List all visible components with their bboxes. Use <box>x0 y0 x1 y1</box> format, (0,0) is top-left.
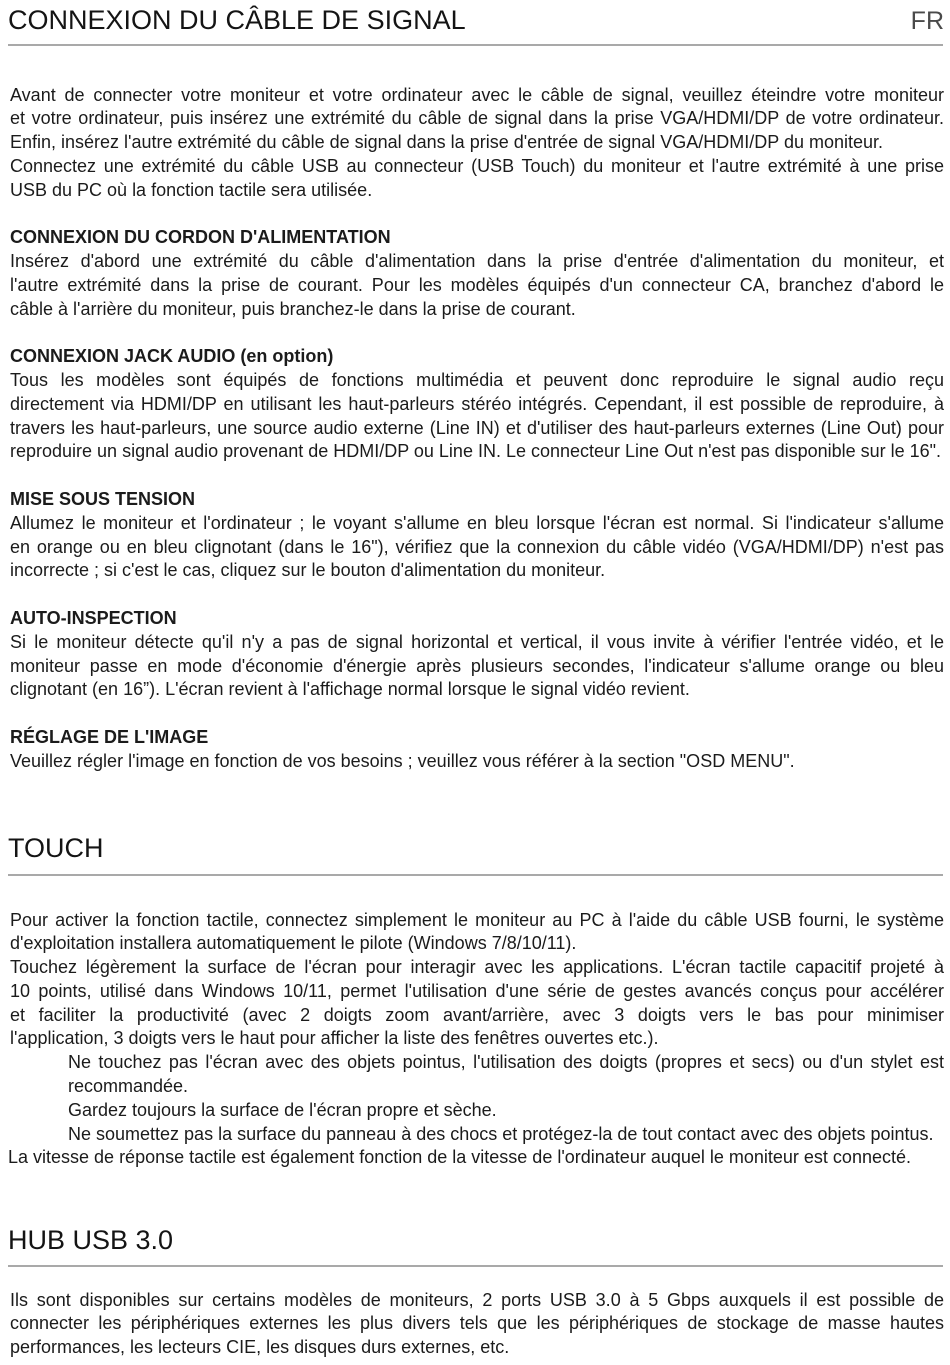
paragraph-line: connecter les périphériques externes les plus divers tels que les périphériques de stockage de masse hautes <box>10 1313 944 1334</box>
power-cord-subsection <box>10 226 944 321</box>
closing-line: La vitesse de réponse tactile est également fonction de la vitesse de l'ordinateur auquel le moniteur est connecté. <box>8 1147 911 1168</box>
paragraph-line: et faciliter la productivité (avec 2 doigts zoom avant/arrière, avec 3 doigts vers le bas pour minimiser <box>10 1004 944 1025</box>
recommendation-item <box>68 1123 944 1147</box>
page-title: CONNEXION DU CÂBLE DE SIGNAL <box>8 5 466 35</box>
paragraph-line: Enfin, insérez l'autre extrémité du câble de signal dans la prise d'entrée de signal VGA/HDMI/DP du moniteur. <box>10 132 883 153</box>
paragraph-line: Touchez légèrement la surface de l'écran pour interagir avec les applications. L'écran tactile capacitif projeté à <box>10 957 944 978</box>
paragraph-line: reproduire un signal audio provenant de HDMI/DP ou Line IN. Le connecteur Line Out n'est pas disponible sur le 16". <box>10 441 942 462</box>
section-heading: AUTO-INSPECTION <box>10 608 177 629</box>
paragraph-line: clignotant (en 16”). L'écran revient à l'affichage normal lorsque le signal vidéo revient. <box>10 679 690 700</box>
touch-section <box>10 909 944 1171</box>
paragraph-line: Pour activer la fonction tactile, connectez simplement le moniteur au PC à l'aide du câble USB fourni, le système <box>10 909 944 930</box>
paragraph-line: Connectez une extrémité du câble USB au connecteur (USB Touch) du moniteur et l'autre extrémité à une prise <box>10 155 944 176</box>
image-adjust-subsection <box>10 726 944 774</box>
paragraph-line: d'exploitation installera automatiquement le pilote (Windows 7/8/10/11). <box>10 933 577 954</box>
paragraph-line: Veuillez régler l'image en fonction de vos besoins ; veuillez vous référer à la section "OSD MENU". <box>10 750 795 771</box>
paragraph-line: l'autre extrémité dans la prise de courant. Pour les modèles équipés d'un connecteur CA, branchez d'abord le <box>10 274 944 295</box>
self-test-subsection <box>10 607 944 702</box>
paragraph-line: incorrecte ; si c'est le cas, cliquez sur le bouton d'alimentation du moniteur. <box>10 560 606 581</box>
paragraph-line: en orange ou en bleu clignotant (dans le 16"), vérifiez que la connexion du câble vidéo (VGA/HDMI/DP) n'est pas <box>10 536 944 557</box>
usb-hub-section <box>10 1289 944 1360</box>
section-heading: CONNEXION JACK AUDIO (en option) <box>10 346 334 367</box>
power-on-subsection <box>10 488 944 583</box>
touch-gestures-paragraph <box>10 956 944 1051</box>
section-heading: CONNEXION DU CORDON D'ALIMENTATION <box>10 227 391 248</box>
touch-setup-paragraph <box>10 909 944 957</box>
paragraph-line: et votre ordinateur, puis insérez une extrémité du câble de signal dans la prise VGA/HDMI/DP de votre ordinateur. <box>10 108 944 129</box>
paragraph-line: Gardez toujours la surface de l'écran propre et sèche. <box>68 1099 497 1120</box>
paragraph-line: Allumez le moniteur et l'ordinateur ; le voyant s'allume en bleu lorsque l'écran est normal. Si l'indicateur s'allume <box>10 512 944 533</box>
paragraph-line: Ne soumettez pas la surface du panneau à des chocs et protégez-la de tout contact avec des objets pointus. <box>68 1123 934 1144</box>
paragraph-line: Insérez d'abord une extrémité du câble d'alimentation dans la prise d'entrée d'alimentation du moniteur, et <box>10 251 944 272</box>
section-heading: RÉGLAGE DE L'IMAGE <box>10 727 209 748</box>
language-tag: FR <box>910 7 944 35</box>
paragraph-line: recommandée. <box>68 1076 189 1097</box>
paragraph-line: travers les haut-parleurs, une source audio externe (Line IN) et d'utiliser des haut-parleurs externes (Line Out) pour <box>10 417 944 438</box>
paragraph-line: Ne touchez pas l'écran avec des objets pointus, l'utilisation des doigts (propres et secs) ou d'un stylet est <box>68 1052 944 1073</box>
paragraph-line: performances, les lecteurs CIE, les disques durs externes, etc. <box>10 1337 510 1358</box>
paragraph-line: 10 points, utilisé dans Windows 10/11, permet l'utilisation d'une série de gestes avancés conçus pour accélérer <box>10 980 944 1001</box>
intro-paragraph <box>10 84 944 155</box>
paragraph-line: Si le moniteur détecte qu'il n'y a pas de signal horizontal et vertical, il vous invite à vérifier l'entrée vidéo, et le <box>10 631 944 652</box>
usb-paragraph <box>10 155 944 203</box>
paragraph-line: moniteur passe en mode d'économie d'énergie après plusieurs secondes, l'indicateur s'allume orange ou bleu <box>10 655 944 676</box>
section-title: HUB USB 3.0 <box>8 1225 174 1255</box>
paragraph-line: Avant de connecter votre moniteur et votre ordinateur avec le câble de signal, veuillez éteindre votre moniteur <box>10 84 944 105</box>
paragraph-line: Ils sont disponibles sur certains modèles de moniteurs, 2 ports USB 3.0 à 5 Gbps auxquels il est possible de <box>10 1289 944 1310</box>
section-heading: MISE SOUS TENSION <box>10 489 196 510</box>
paragraph-line: directement via HDMI/DP en utilisant les haut-parleurs stéréo intégrés. Cependant, il est possible de reproduire, à <box>10 393 944 414</box>
recommendation-item <box>68 1051 944 1099</box>
recommendation-item <box>68 1099 944 1123</box>
paragraph-line: l'application, 3 doigts vers le haut pour afficher la liste des fenêtres ouvertes etc.). <box>10 1028 659 1049</box>
signal-cable-section <box>10 84 944 774</box>
paragraph-line: Tous les modèles sont équipés de fonctions multimédia et peuvent donc reproduire le signal audio reçu <box>10 370 944 391</box>
section-title: TOUCH <box>8 833 104 863</box>
paragraph-line: USB du PC où la fonction tactile sera utilisée. <box>10 179 373 200</box>
audio-jack-subsection <box>10 345 944 464</box>
header-divider <box>8 44 943 46</box>
section-divider <box>8 1265 943 1267</box>
section-divider <box>8 874 943 876</box>
paragraph-line: câble à l'arrière du moniteur, puis branchez-le dans la prise de courant. <box>10 298 576 319</box>
